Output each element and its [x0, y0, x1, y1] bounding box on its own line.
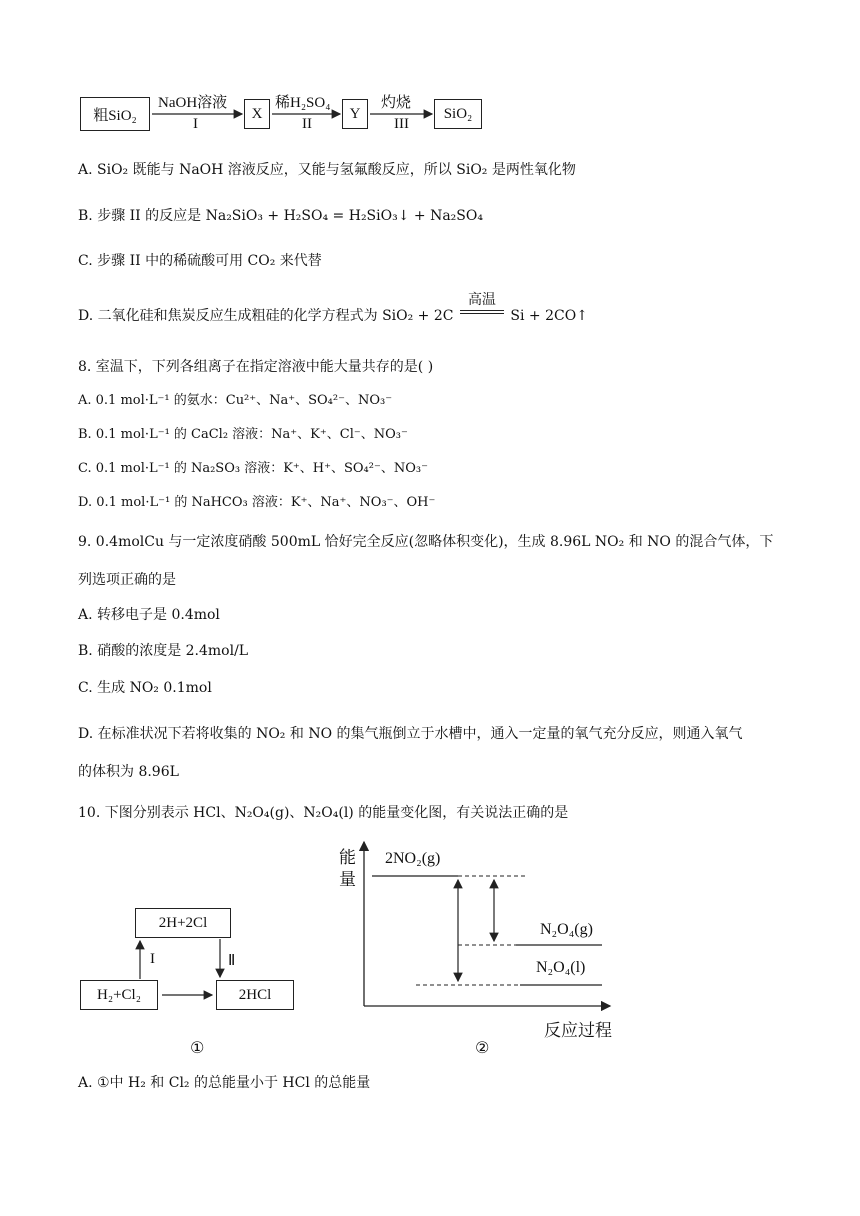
flow-step1-reagent: NaOH溶液: [158, 95, 228, 111]
fig1-top-box: 2H+2Cl: [135, 908, 231, 938]
flow-step3-reagent: 灼烧: [381, 95, 412, 111]
q7-option-a: A. SiO₂ 既能与 NaOH 溶液反应，又能与氢氟酸反应，所以 SiO₂ 是两性氧化物: [78, 162, 576, 178]
fig2-level-mid-label: N₂O₄(g): [540, 921, 593, 938]
flow-step2-num: II: [302, 116, 312, 132]
flow-start-box: 粗SiO₂: [80, 97, 150, 131]
q8-option-d: D. 0.1 mol·L⁻¹ 的 NaHCO₃ 溶液：K⁺、Na⁺、NO₃⁻、OH⁻: [78, 495, 436, 510]
q8-stem: 8. 室温下，下列各组离子在指定溶液中能大量共存的是( ): [78, 359, 434, 375]
fig2-ylabel-1: 能: [339, 848, 356, 867]
fig1-left-box: H₂+Cl₂: [80, 980, 158, 1010]
fig1-step1-label: I: [150, 951, 155, 967]
fig1-step2-label: Ⅱ: [228, 953, 236, 969]
fig2-level-low-label: N₂O₄(l): [536, 959, 586, 976]
q9-option-a: A. 转移电子是 0.4mol: [78, 607, 220, 623]
q8-option-a: A. 0.1 mol·L⁻¹ 的氨水：Cu²⁺、Na⁺、SO₄²⁻、NO₃⁻: [78, 393, 393, 408]
q8-option-c: C. 0.1 mol·L⁻¹ 的 Na₂SO₃ 溶液：K⁺、H⁺、SO₄²⁻、NO₃⁻: [78, 461, 428, 476]
q9-option-d-line1: D. 在标准状况下若将收集的 NO₂ 和 NO 的集气瓶倒立于水槽中，通入一定量的氧气充分反应，则通入氧气: [78, 726, 743, 742]
q7-option-d-text: D. 二氧化硅和焦炭反应生成粗硅的化学方程式为 SiO₂ + 2C: [78, 308, 454, 324]
flow-step2-reagent: 稀H₂SO₄: [275, 95, 331, 111]
flow-x-box: X: [244, 99, 270, 129]
flow-y-box: Y: [342, 99, 368, 129]
q7-option-c: C. 步骤 II 中的稀硫酸可用 CO₂ 来代替: [78, 253, 322, 269]
flow-end-box: SiO₂: [434, 99, 482, 129]
flow-step1-num: I: [193, 116, 198, 132]
fig1-label: ①: [190, 1038, 205, 1057]
q9-stem-line1: 9. 0.4molCu 与一定浓度硝酸 500mL 恰好完全反应(忽略体积变化)，生成 8.96L NO₂ 和 NO 的混合气体，下: [78, 534, 774, 550]
q9-option-d-line2: 的体积为 8.96L: [78, 764, 179, 780]
fig2-ylabel-2: 量: [339, 870, 356, 889]
fig2-xlabel: 反应过程: [544, 1021, 612, 1040]
q8-option-b: B. 0.1 mol·L⁻¹ 的 CaCl₂ 溶液：Na⁺、K⁺、Cl⁻、NO₃⁻: [78, 427, 408, 442]
q9-option-b: B. 硝酸的浓度是 2.4mol/L: [78, 643, 249, 659]
q9-option-c: C. 生成 NO₂ 0.1mol: [78, 680, 212, 696]
q7-option-d-condition: 高温: [458, 306, 506, 326]
fig2-label: ②: [475, 1038, 490, 1057]
q7-option-b: B. 步骤 II 的反应是 Na₂SiO₃ + H₂SO₄ = H₂SiO₃↓ + Na₂SO₄: [78, 208, 483, 224]
flow-step3-num: III: [394, 116, 409, 132]
fig1-right-box: 2HCl: [216, 980, 294, 1010]
q10-stem: 10. 下图分别表示 HCl、N₂O₄(g)、N₂O₄(l) 的能量变化图，有关说法正确的是: [78, 805, 569, 821]
q7-option-d-tail: Si + 2CO↑: [510, 308, 588, 324]
q10-option-a: A. ①中 H₂ 和 Cl₂ 的总能量小于 HCl 的总能量: [78, 1075, 371, 1091]
fig2-level-top-label: 2NO₂(g): [385, 850, 441, 867]
q9-stem-line2: 列选项正确的是: [78, 572, 176, 588]
